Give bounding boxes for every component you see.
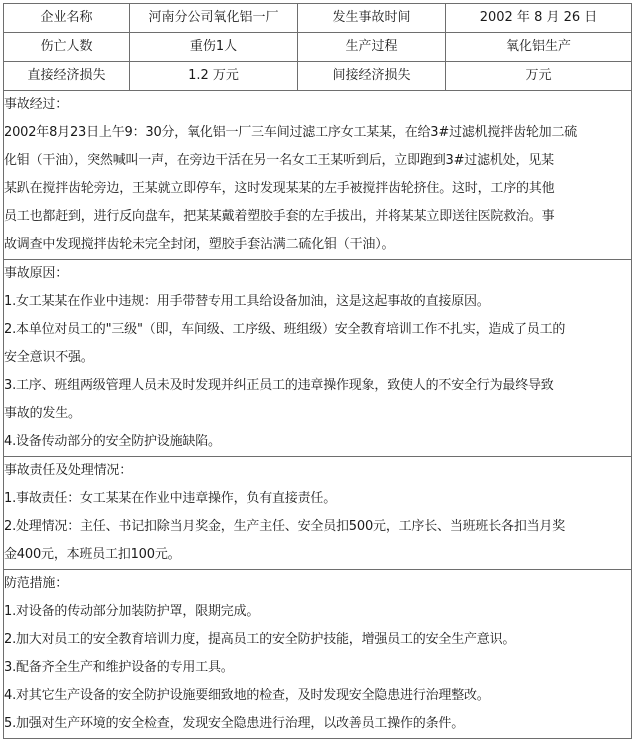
value-direct-loss: 1.2 万元 <box>130 62 298 91</box>
section-line: 1.对设备的传动部分加装防护罩，限期完成。 <box>4 604 260 619</box>
value-casualties: 重伤1人 <box>130 33 298 62</box>
section-accident-process <box>4 91 632 260</box>
section-title: 事故经过： <box>4 97 69 112</box>
section-title: 事故责任及处理情况： <box>4 463 133 478</box>
section-line: 2.本单位对员工的"三级"（即，车间级、工序级、班组级）安全教育培训工作不扎实，造成了员工的 <box>4 322 566 337</box>
section-line: 5.加强对生产环境的安全检查，发现安全隐患进行治理，以改善员工操作的条件。 <box>4 716 465 731</box>
accident-report-table <box>3 3 632 739</box>
label-production-process: 生产过程 <box>298 33 446 62</box>
header-row <box>4 33 632 62</box>
header-row <box>4 62 632 91</box>
value-production-process: 氧化铝生产 <box>446 33 632 62</box>
label-direct-loss: 直接经济损失 <box>4 62 130 91</box>
section-line: 化钼（干油），突然喊叫一声，在旁边干活在另一名女工王某听到后，立即跑到3#过滤机处，见某 <box>4 153 554 168</box>
section-line: 2.加大对员工的安全教育培训力度，提高员工的安全防护技能，增强员工的安全生产意识。 <box>4 632 516 647</box>
section-line: 4.对其它生产设备的安全防护设施要细致地的检查，及时发现安全隐患进行治理整改。 <box>4 688 490 703</box>
accident-report-sheet <box>3 3 631 752</box>
label-enterprise-name: 企业名称 <box>4 4 130 33</box>
section-accident-cause <box>4 260 632 457</box>
section-line: 3.工序、班组两级管理人员未及时发现并纠正员工的违章操作现象，致使人的不安全行为最终导致 <box>4 378 554 393</box>
section-line: 4.设备传动部分的安全防护设施缺陷。 <box>4 434 221 449</box>
value-indirect-loss: 万元 <box>446 62 632 91</box>
section-line: 事故的发生。 <box>4 406 81 421</box>
value-accident-time: 2002 年 8 月 26 日 <box>446 4 632 33</box>
header-row <box>4 4 632 33</box>
section-line: 安全意识不强。 <box>4 350 94 365</box>
section-title: 事故原因： <box>4 266 69 281</box>
section-prevention <box>4 570 632 739</box>
value-enterprise-name: 河南分公司氧化铝一厂 <box>130 4 298 33</box>
section-responsibility <box>4 457 632 570</box>
section-line: 2.处理情况：主任、书记扣除当月奖金，生产主任、安全员扣500元，工序长、当班班长各扣当月奖 <box>4 519 566 534</box>
section-line: 某趴在搅拌齿轮旁边，王某就立即停车，这时发现某某的左手被搅拌齿轮挤住。这时，工序的其他 <box>4 181 555 196</box>
label-accident-time: 发生事故时间 <box>298 4 446 33</box>
section-title: 防范措施： <box>4 576 69 591</box>
label-indirect-loss: 间接经济损失 <box>298 62 446 91</box>
section-line: 3.配备齐全生产和维护设备的专用工具。 <box>4 660 234 675</box>
section-line: 员工也都赶到，进行反向盘车，把某某戴着塑胶手套的左手拔出，并将某某立即送往医院救治。事 <box>4 209 555 224</box>
label-casualties: 伤亡人数 <box>4 33 130 62</box>
section-line: 故调查中发现搅拌齿轮未完全封闭，塑胶手套沾满二硫化钼（干油）。 <box>4 237 395 252</box>
section-line: 1.事故责任：女工某某在作业中违章操作，负有直接责任。 <box>4 491 337 506</box>
section-line: 2002年8月23日上午9：30分，氧化铝一厂三车间过滤工序女工某某，在给3#过滤机搅拌齿轮加二硫 <box>4 125 578 140</box>
section-line: 1.女工某某在作业中违规：用手带替专用工具给设备加油，这是这起事故的直接原因。 <box>4 294 490 309</box>
section-line: 金400元，本班员工扣100元。 <box>4 547 181 562</box>
